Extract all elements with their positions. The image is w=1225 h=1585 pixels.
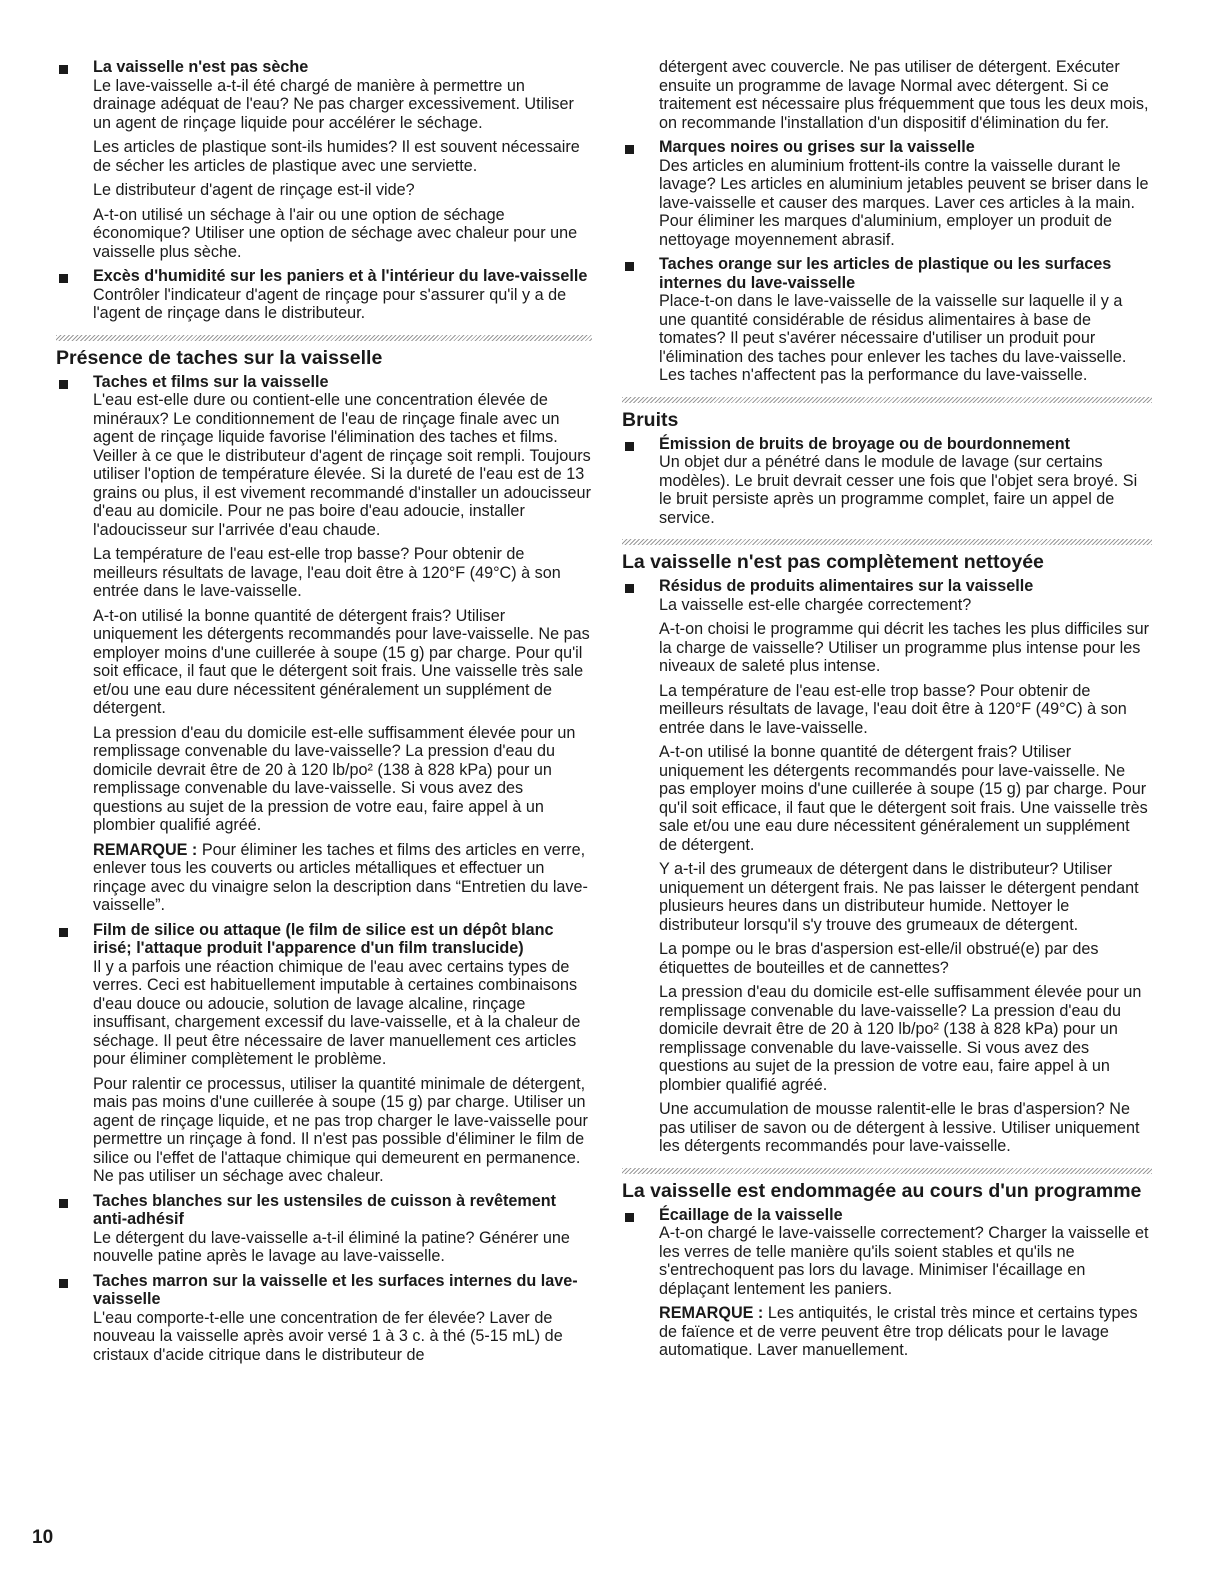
section-divider	[622, 1168, 1152, 1174]
left-intro-items	[56, 58, 592, 323]
troubleshooting-item	[622, 435, 1152, 528]
item-paragraph: Une accumulation de mousse ralentit-elle le bras d'aspersion? Ne pas utiliser de savon ou de détergent à lessive. Utiliser uniquement les détergents recommandés pour lave-vaisselle.	[659, 1100, 1140, 1155]
note-text: Les antiquités, le cristal très mince et certains types de faïence et de verre peuvent être trop délicats pour le lavage automatique. Laver manuellement.	[659, 1304, 1138, 1359]
right-top-items	[622, 138, 1152, 385]
square-bullet-icon	[625, 584, 634, 593]
item-paragraph: A-t-on chargé le lave-vaisselle correctement? Charger la vaisselle et les verres de telle manière qu'ils soient stables et qu'ils ne s'entrechoquent pas lors du lavage. Minimiser l'écaillage en déplaçant lentement les paniers.	[659, 1224, 1149, 1298]
page-number: 10	[32, 1527, 54, 1548]
item-paragraph: La pression d'eau du domicile est-elle suffisamment élevée pour un remplissage convenable du lave-vaisselle? La pression d'eau du domicile devrait être de 20 à 120 lb/po² (138 à 828 kPa) pour un remplissage convenable du lave-vaisselle. Si vous avez des questions au sujet de la pression de votre eau, faire appel à un plombier qualifié agréé.	[659, 983, 1142, 1094]
troubleshooting-item	[56, 1192, 592, 1266]
square-bullet-icon	[625, 145, 634, 154]
note-paragraph	[659, 1304, 1152, 1360]
item-paragraph: La température de l'eau est-elle trop basse? Pour obtenir de meilleurs résultats de lavage, l'eau doit être à 120°F (49°C) à son entrée dans le lave-vaisselle.	[659, 681, 1127, 737]
item-paragraph: Le détergent du lave-vaisselle a-t-il éliminé la patine? Générer une nouvelle patine après le lavage au lave-vaisselle.	[93, 1228, 570, 1265]
section-title-endommagee: La vaisselle est endommagée au cours d'un programme	[622, 1179, 1142, 1202]
item-paragraph: A-t-on choisi le programme qui décrit les taches les plus difficiles sur la charge de vaisselle? Utiliser un programme plus intense pour les niveaux de saleté plus intense.	[659, 620, 1150, 675]
section-divider	[56, 335, 592, 341]
note-label: REMARQUE :	[659, 1304, 764, 1322]
section-divider	[622, 539, 1152, 545]
troubleshooting-item	[56, 373, 592, 915]
item-paragraph: La température de l'eau est-elle trop basse? Pour obtenir de meilleurs résultats de lavage, l'eau doit être à 120°F (49°C) à son entrée dans le lave-vaisselle.	[93, 545, 561, 600]
item-paragraph: La pompe ou le bras d'aspersion est-elle/il obstrué(e) par des étiquettes de bouteilles et de cannettes?	[659, 940, 1099, 977]
troubleshooting-item	[622, 138, 1152, 249]
troubleshooting-item	[622, 1206, 1152, 1360]
section-title-bruits: Bruits	[622, 408, 679, 431]
square-bullet-icon	[625, 1213, 634, 1222]
item-title: La vaisselle n'est pas sèche	[93, 58, 309, 76]
item-title: Écaillage de la vaisselle	[659, 1205, 843, 1224]
item-paragraph: L'eau est-elle dure ou contient-elle une concentration élevée de minéraux? Le conditionnement de l'eau de rinçage finale avec un agent de rinçage liquide favorise l'élimination des taches et films. Veiller à ce que le distributeur d'agent de rinçage soit rempli. Toujours utiliser l'option de température élevée. Si la dureté de l'eau est de 13 grains ou plus, il est vivement recommandé d'installer un adoucisseur d'eau au domicile. Pour ne pas boire d'eau adoucie, installer l'adoucisseur sur l'arrivée d'eau chaude.	[93, 391, 591, 539]
section-divider	[622, 397, 1152, 403]
square-bullet-icon	[59, 65, 68, 74]
section-title-taches: Présence de taches sur la vaisselle	[56, 346, 383, 369]
item-paragraph: La vaisselle est-elle chargée correctement?	[659, 595, 972, 614]
item-title: Marques noires ou grises sur la vaisselle	[659, 138, 975, 156]
note-paragraph	[93, 841, 592, 915]
square-bullet-icon	[59, 928, 68, 937]
troubleshooting-item	[622, 255, 1152, 385]
item-title: Résidus de produits alimentaires sur la vaisselle	[659, 577, 1034, 595]
square-bullet-icon	[59, 1199, 68, 1208]
item-paragraph: Un objet dur a pénétré dans le module de lavage (sur certains modèles). Le bruit devrait cesser une fois que l'objet sera broyé. Si le bruit persiste après un programme complet, faire un appel de service.	[659, 453, 1138, 527]
item-paragraph: La pression d'eau du domicile est-elle suffisamment élevée pour un remplissage convenable du lave-vaisselle? La pression d'eau du domicile devrait être de 20 à 120 lb/po² (138 à 828 kPa) pour un remplissage convenable du lave-vaisselle. Si vous avez des questions au sujet de la pression de votre eau, faire appel à un plombier qualifié agréé.	[93, 723, 576, 834]
item-paragraph: A-t-on utilisé la bonne quantité de détergent frais? Utiliser uniquement les détergents recommandés pour lave-vaisselle. Ne pas employer moins d'une cuillerée à soupe (15 g) par charge. Pour qu'il soit efficace, il faut que le détergent soit frais. Une vaisselle très sale et/ou une eau dure nécessitent généralement un supplément de détergent.	[93, 606, 590, 717]
section-title-nettoyee: La vaisselle n'est pas complètement nettoyée	[622, 551, 1044, 573]
right-column	[622, 58, 1152, 1366]
square-bullet-icon	[59, 1279, 68, 1288]
item-paragraph: Pour ralentir ce processus, utiliser la quantité minimale de détergent, mais pas moins d'une cuillerée à soupe (15 g) par charge. Utiliser un agent de rinçage liquide, et ne pas trop charger le lave-vaisselle pour permettre un rinçage à fond. Il n'est pas possible d'éliminer le film de silice ou l'effet de l'attaque chimique qui demeurent en permanence. Ne pas utiliser un séchage avec chaleur.	[93, 1074, 588, 1185]
item-title: Émission de bruits de broyage ou de bourdonnement	[659, 434, 1071, 453]
left-column	[56, 58, 592, 1370]
item-title: Excès d'humidité sur les paniers et à l'intérieur du lave-vaisselle	[93, 267, 588, 285]
square-bullet-icon	[625, 442, 634, 451]
item-paragraph: Y a-t-il des grumeaux de détergent dans le distributeur? Utiliser uniquement un détergent frais. Ne pas laisser le détergent pendant plusieurs heures dans un distributeur humide. Nettoyer le distributeur lorsqu'il s'y trouve des grumeaux de détergent.	[659, 860, 1139, 934]
continuation-paragraph: détergent avec couvercle. Ne pas utiliser de détergent. Exécuter ensuite un programme de lavage Normal avec détergent. Si ce traitement est nécessaire plus fréquemment que tous les deux mois, on recommande l'installation d'un dispositif d'élimination du fer.	[659, 58, 1149, 132]
troubleshooting-item	[56, 58, 592, 261]
item-paragraph: Contrôler l'indicateur d'agent de rinçage pour s'assurer qu'il y a de l'agent de rinçage dans le distributeur.	[93, 285, 567, 322]
note-label: REMARQUE :	[93, 840, 198, 859]
troubleshooting-item	[622, 577, 1152, 1156]
note-text: Pour éliminer les taches et films des articles en verre, enlever tous les couverts ou articles métalliques et effectuer un rinçage avec du vinaigre selon la description dans “Entretien du lave-vaisselle”.	[93, 840, 588, 914]
item-title: Taches marron sur la vaisselle et les surfaces internes du lave-vaisselle	[93, 1271, 578, 1308]
bruits-items	[622, 435, 1152, 528]
square-bullet-icon	[59, 274, 68, 283]
square-bullet-icon	[625, 262, 634, 271]
item-title: Taches blanches sur les ustensiles de cuisson à revêtement anti-adhésif	[93, 1191, 557, 1228]
nettoyee-items	[622, 577, 1152, 1156]
item-title: Taches orange sur les articles de plastique ou les surfaces internes du lave-vaisselle	[659, 255, 1112, 292]
troubleshooting-item	[56, 267, 592, 323]
item-paragraph: Le lave-vaisselle a-t-il été chargé de manière à permettre un drainage adéquat de l'eau? Ne pas charger excessivement. Utiliser un agent de rinçage liquide pour accélérer le séchage.	[93, 76, 574, 132]
item-paragraph: Place-t-on dans le lave-vaisselle de la vaisselle sur laquelle il y a une quantité considérable de résidus alimentaires à base de tomates? Il peut s'avérer nécessaire d'utiliser un produit pour l'élimination des taches pour enlever les taches du lave-vaisselle. Les taches n'affectent pas la performance du lave-vaisselle.	[659, 292, 1127, 384]
item-paragraph: Il y a parfois une réaction chimique de l'eau avec certains types de verres. Ceci est habituellement imputable à certaines combinaisons d'eau douce ou adoucie, solution de lavage alcaline, rinçage insuffisant, chargement excessif du lave-vaisselle, et à la chaleur de séchage. Il peut être nécessaire de laver manuellement ces articles pour éliminer complètement le problème.	[93, 957, 581, 1068]
item-paragraph: A-t-on utilisé un séchage à l'air ou une option de séchage économique? Utiliser une option de séchage avec chaleur pour une vaisselle plus sèche.	[93, 205, 578, 261]
item-title: Film de silice ou attaque (le film de silice est un dépôt blanc irisé; l'attaque produit l'apparence d'un film translucide)	[93, 920, 554, 957]
square-bullet-icon	[59, 380, 68, 389]
taches-items	[56, 373, 592, 1365]
item-paragraph: Le distributeur d'agent de rinçage est-il vide?	[93, 181, 415, 199]
item-paragraph: A-t-on utilisé la bonne quantité de détergent frais? Utiliser uniquement les détergents recommandés pour lave-vaisselle. Ne pas employer moins d'une cuillerée à soupe (15 g) par charge. Pour qu'il soit efficace, il faut que le détergent soit frais. Une vaisselle très sale et/ou une eau dure nécessitent généralement un supplément de détergent.	[659, 743, 1148, 854]
item-title: Taches et films sur la vaisselle	[93, 372, 329, 391]
item-paragraph: L'eau comporte-t-elle une concentration de fer élevée? Laver de nouveau la vaisselle après avoir versé 1 à 3 c. à thé (5-15 mL) de cristaux d'acide citrique dans le distributeur de	[93, 1308, 563, 1364]
item-paragraph: Les articles de plastique sont-ils humides? Il est souvent nécessaire de sécher les articles de plastique avec une serviette.	[93, 138, 580, 175]
troubleshooting-item	[56, 921, 592, 1186]
item-paragraph: Des articles en aluminium frottent-ils contre la vaisselle durant le lavage? Les articles en aluminium jetables peuvent se briser dans le lave-vaisselle et causer des marques. Laver ces articles à la main. Pour éliminer les marques d'aluminium, employer un produit de nettoyage moyennement abrasif.	[659, 156, 1149, 249]
troubleshooting-item	[56, 1272, 592, 1365]
endommagee-items	[622, 1206, 1152, 1360]
